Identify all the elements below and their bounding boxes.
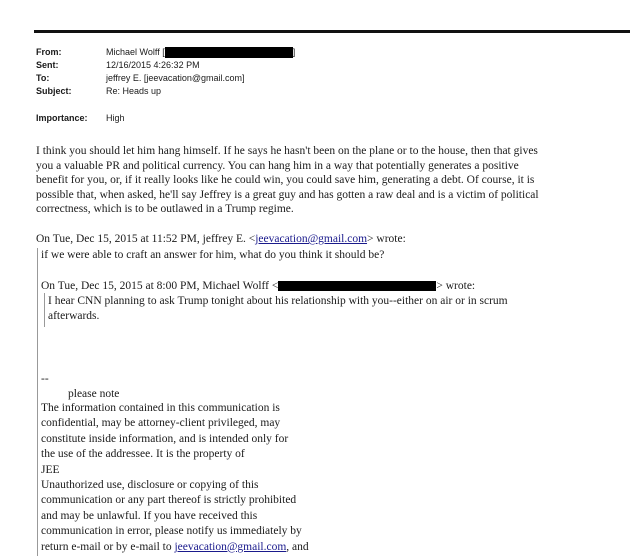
disclaimer-line: communication or any part thereof is strictly prohibited — [41, 494, 297, 507]
signature-dashes — [41, 372, 49, 387]
disclaimer-line-last — [41, 540, 309, 555]
disclaimer-line: and may be unlawful. If you have received this — [41, 509, 258, 522]
body-line: possible that, when asked, he'll say Jeffrey is a great guy and has gotten a raw deal and is a victim of political — [36, 188, 539, 201]
disclaimer-line: constitute inside information, and is intended only for — [41, 432, 289, 445]
signature-dashes-text: -- — [41, 373, 49, 385]
quote-bar-inner — [44, 293, 45, 327]
disclaimer-last-prefix: return e-mail or by e-mail to — [41, 540, 175, 553]
sent-value: 12/16/2015 4:26:32 PM — [106, 60, 200, 70]
importance-label: Importance: — [36, 113, 88, 123]
header-rule — [34, 30, 630, 33]
from-value — [106, 47, 295, 58]
quote2-intro-prefix: On Tue, Dec 15, 2015 at 8:00 PM, Michael Wolff < — [41, 280, 279, 292]
quote1-line: if we were able to craft an answer for him, what do you think it should be? — [41, 249, 385, 261]
message-body — [36, 144, 539, 217]
signature-note — [68, 387, 119, 402]
redaction-box — [278, 281, 436, 291]
disclaimer-line: The information contained in this communication is — [41, 402, 280, 414]
subject-value: Re: Heads up — [106, 86, 162, 96]
to-label: To: — [36, 73, 50, 83]
signature-email-link[interactable]: jeevacation@gmail.com — [174, 540, 287, 553]
body-line: benefit for you, or, if it really looks like he could win, you could save him, generating a debt. Of course, it is — [36, 174, 535, 186]
disclaimer-last-suffix: , and — [286, 540, 309, 553]
body-line: I think you should let him hang himself. If he says he hasn't been on the plane or to the house, then that gives — [36, 145, 538, 157]
disclaimer-line: communication in error, please notify us immediately by — [41, 525, 302, 538]
to-value: jeffrey E. [jeevacation@gmail.com] — [106, 73, 245, 83]
subject-label: Subject: — [36, 86, 72, 96]
quote2-line: I hear CNN planning to ask Trump tonight about his relationship with you--either on air or in scrum — [48, 295, 508, 307]
quote1-text — [41, 248, 384, 263]
sent-label: Sent: — [36, 60, 59, 70]
disclaimer-line: confidential, may be attorney-client privileged, may — [41, 417, 281, 430]
disclaimer-line: Unauthorized use, disclosure or copying of this — [41, 479, 259, 492]
quote1-intro — [36, 232, 406, 247]
redaction-box — [165, 47, 293, 58]
quote2-intro-suffix: > wrote: — [436, 280, 476, 292]
quote1-email-link[interactable]: jeevacation@gmail.com — [255, 233, 368, 245]
disclaimer-line: JEE — [41, 463, 60, 476]
from-close: ] — [292, 47, 296, 57]
quote1-intro-suffix: > wrote: — [367, 233, 406, 245]
body-line: correctness, which is to be outlawed in a Trump regime. — [36, 203, 294, 215]
quote1-intro-prefix: On Tue, Dec 15, 2015 at 11:52 PM, jeffrey E. < — [36, 233, 256, 245]
importance-value: High — [106, 113, 125, 123]
disclaimer-line: the use of the addressee. It is the property of — [41, 448, 245, 461]
from-label: From: — [36, 47, 62, 57]
quote2-line: afterwards. — [48, 309, 100, 322]
body-line: you a valuable PR and political currency. You can hang him in a way that potentially generates a positive — [36, 159, 519, 172]
signature-note-text: please note — [68, 388, 120, 400]
from-name: Michael Wolff [ — [106, 47, 165, 57]
quote-bar-outer — [37, 248, 38, 556]
quote2-text — [48, 294, 508, 323]
quote2-intro — [41, 279, 475, 294]
signature-disclaimer — [41, 401, 309, 555]
